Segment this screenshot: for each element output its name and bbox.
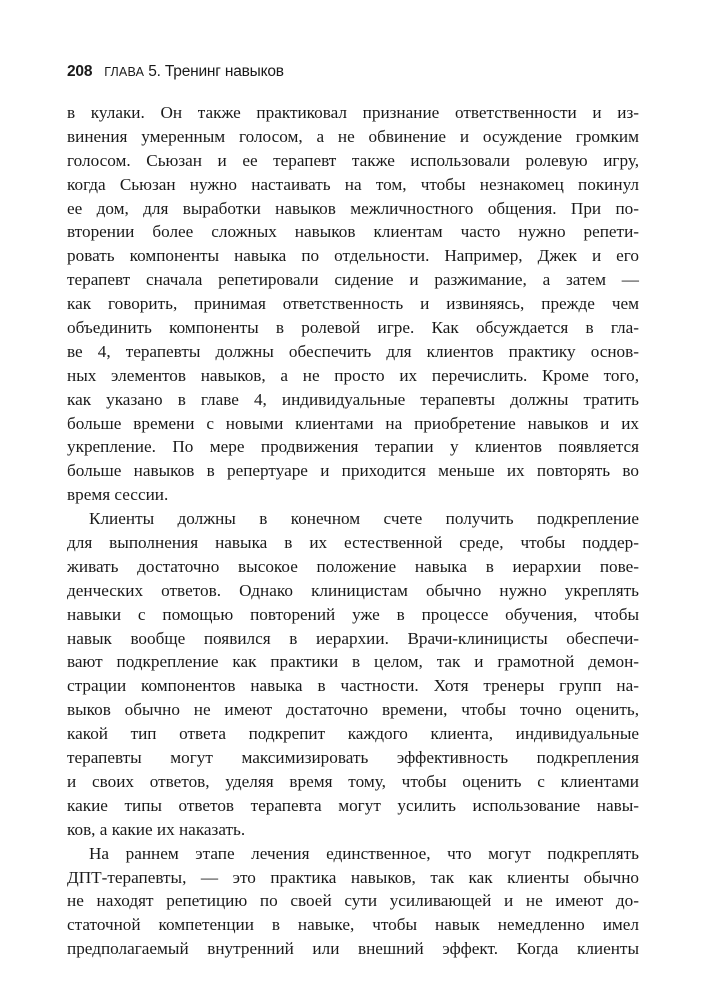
text-line: и своих ответов, уделяя время тому, чтобы оценить с клиентами — [67, 771, 639, 791]
text-line: ДПТ-терапевты, — это практика навыков, так как клиенты обычно — [67, 867, 639, 887]
text-line: терапевты могут максимизировать эффективность подкрепления — [67, 748, 639, 768]
text-line: как указано в главе 4, индивидуальные терапевты должны тратить — [67, 389, 639, 409]
text-line: ее дом, для выработки навыков межличностного общения. При по- — [67, 198, 639, 218]
running-head — [67, 62, 284, 82]
text-line: денческих ответов. Однако клиницистам обычно нужно укреплять — [67, 580, 639, 600]
text-line: как говорить, принимая ответственность и извиняясь, прежде чем — [67, 294, 639, 314]
text-line: какой тип ответа подкрепит каждого клиента, индивидуальные — [67, 724, 639, 744]
text-line: предполагаемый внутренний или внешний эффект. Когда клиенты — [67, 939, 639, 959]
text-line: не находят репетицию по своей сути усиливающей и не имеют до- — [67, 891, 639, 911]
text-line: какие типы ответов терапевта могут усилить использование навы- — [67, 795, 639, 815]
text-line: для выполнения навыка в их естественной среде, чтобы поддер- — [67, 533, 639, 553]
chapter-title — [104, 63, 284, 80]
text-line: навык вообще появился в иерархии. Врачи-клиницисты обеспечи- — [67, 628, 639, 648]
text-line: Клиенты должны в конечном счете получить подкрепление — [89, 509, 639, 529]
text-line: время сессии. — [67, 485, 169, 505]
text-line: навыки с помощью повторений уже в процессе обучения, чтобы — [67, 604, 639, 624]
page-number: 208 — [67, 63, 93, 80]
text-line: когда Сьюзан нужно настаивать на том, чтобы незнакомец покинул — [67, 174, 639, 194]
text-line: На раннем этапе лечения единственное, что могут подкреплять — [89, 843, 639, 863]
text-line: в кулаки. Он также практиковал признание ответственности и из- — [67, 103, 639, 122]
text-line: винения умеренным голосом, а не обвинение и осуждение громким — [67, 126, 639, 146]
text-line: ных элементов навыков, а не просто их перечислить. Кроме того, — [67, 365, 639, 385]
text-line: выков обычно не имеют достаточно времени, чтобы точно оценить, — [67, 700, 639, 720]
text-line: страции компонентов навыка в частности. Хотя тренеры групп на- — [67, 676, 639, 696]
text-line: укрепление. По мере продвижения терапии у клиентов появляется — [67, 437, 639, 457]
text-line: вают подкрепление как практики в целом, так и грамотной демон- — [67, 652, 639, 672]
book-page — [67, 0, 639, 1000]
text-line: живать достаточно высокое положение навыка в иерархии пове- — [67, 556, 639, 576]
text-line: статочной компетенции в навыке, чтобы навык немедленно имел — [67, 915, 639, 935]
text-line: ков, а какие их наказать. — [67, 819, 246, 839]
chapter-word: ГЛАВА — [104, 65, 145, 79]
text-line: голосом. Сьюзан и ее терапевт также использовали ролевую игру, — [67, 150, 639, 170]
text-line: ве 4, терапевты должны обеспечить для клиентов практику основ- — [67, 341, 639, 361]
text-line: объединить компоненты в ролевой игре. Как обсуждается в гла- — [67, 318, 639, 338]
chapter-rest: 5. Тренинг навыков — [144, 63, 284, 80]
text-line: больше времени с новыми клиентами на приобретение навыков и их — [67, 413, 639, 433]
text-line: терапевт сначала репетировали сидение и разжимание, а затем — — [67, 270, 639, 290]
text-line: вторении более сложных навыков клиентам часто нужно репети- — [67, 222, 639, 242]
body-text — [67, 101, 639, 961]
text-line: ровать компоненты навыка по отдельности. Например, Джек и его — [67, 246, 639, 266]
text-line: больше навыков в репертуаре и приходится меньше их повторять во — [67, 461, 639, 481]
